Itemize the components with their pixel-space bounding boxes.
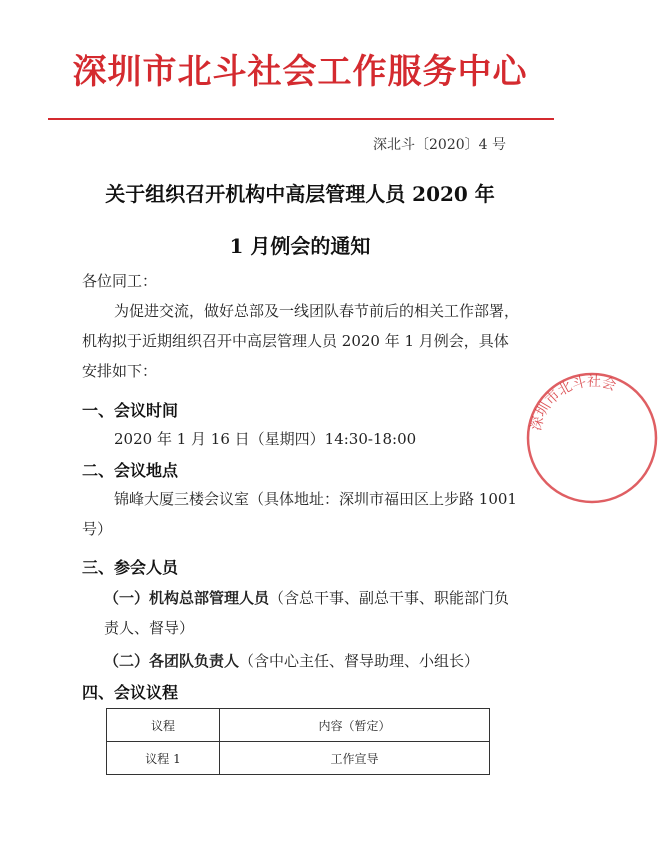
meeting-place: 锦峰大厦三楼会议室（具体地址：深圳市福田区上步路 1001 号） (82, 490, 517, 538)
notice-title-line-1: 关于组织召开机构中高层管理人员 2020 年 (105, 182, 495, 206)
meeting-time: 2020 年 1 月 16 日（星期四）14:30-18:00 (114, 430, 417, 448)
attendee-group-1-detail: （含总干事、副总干事、职能部门负责人、督导） (104, 589, 510, 637)
agenda-col-item: 议程 (107, 709, 220, 742)
document-number: 深北斗〔2020〕4 号 (373, 137, 506, 153)
section-time-heading: 一、会议时间 (82, 401, 179, 420)
attendee-group-2 (104, 646, 522, 676)
attendee-group-1 (104, 583, 522, 643)
attendee-group-2-label: （二）各团队负责人 (104, 652, 240, 670)
agenda-header-row (107, 709, 490, 742)
section-attendees-heading: 三、参会人员 (82, 558, 179, 577)
section-agenda-heading: 四、会议议程 (82, 683, 179, 702)
attendee-group-2-detail: （含中心主任、督导助理、小组长） (239, 652, 480, 670)
salutation: 各位同工： (82, 272, 158, 290)
official-seal-stamp (522, 368, 662, 508)
letterhead-title: 深圳市北斗社会工作服务中心 (72, 52, 528, 92)
table-row (107, 742, 490, 775)
letterhead-divider (48, 118, 554, 120)
agenda-col-content: 内容（暂定） (220, 709, 490, 742)
intro-paragraph: 为促进交流，做好总部及一线团队春节前后的相关工作部署，机构拟于近期组织召开中高层管理人员 2020 年 1 月例会，具体安排如下： (82, 302, 520, 380)
agenda-content-cell: 工作宣导 (220, 742, 490, 775)
agenda-table (106, 708, 490, 775)
attendee-group-1-label: （一）机构总部管理人员 (104, 589, 270, 607)
section-place-heading: 二、会议地点 (82, 461, 179, 480)
agenda-item-cell: 议程 1 (107, 742, 220, 775)
notice-title-line-2: 1 月例会的通知 (229, 234, 371, 258)
seal-text: 深圳市北斗社会 (528, 373, 618, 433)
svg-text:深圳市北斗社会 (528, 373, 618, 432)
